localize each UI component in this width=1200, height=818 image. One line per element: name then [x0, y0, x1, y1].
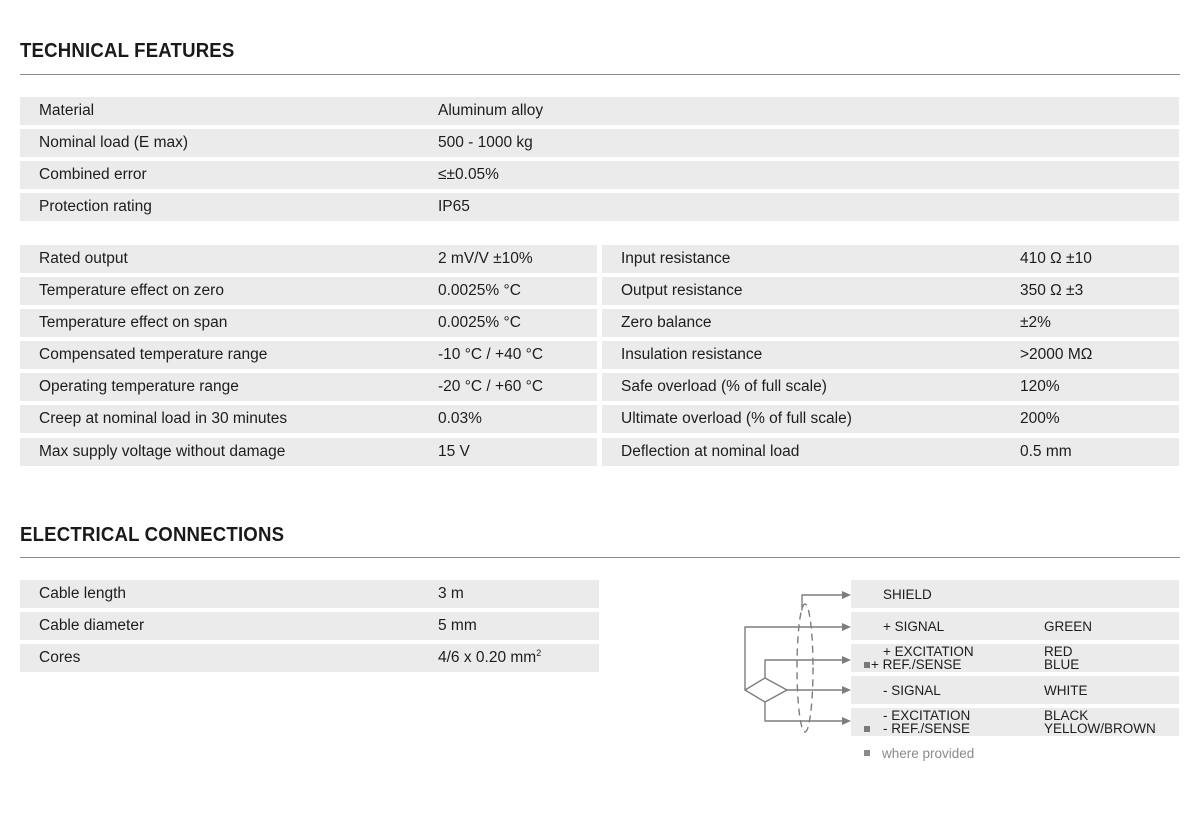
- spec-row-cable-diameter: [20, 612, 599, 640]
- spec-row-operating-temp-range: [20, 373, 597, 401]
- spec-value: 200%: [1020, 410, 1060, 427]
- spec-value: -20 °C / +60 °C: [438, 378, 544, 395]
- spec-row-input-resistance: [602, 245, 1179, 273]
- spec-label: Cable length: [39, 585, 127, 602]
- spec-row-output-resistance: [602, 277, 1179, 305]
- spec-label: Cable diameter: [39, 617, 145, 634]
- cores-superscript: 2: [536, 647, 542, 658]
- spec-row-insulation-resistance: [602, 341, 1179, 369]
- spec-value: 0.0025% °C: [438, 282, 521, 299]
- wire-label: SHIELD: [883, 587, 932, 602]
- technical-features-title: TECHNICAL FEATURES: [20, 40, 235, 62]
- where-provided-marker: [864, 726, 870, 732]
- spec-label: Combined error: [39, 166, 147, 183]
- spec-value: 410 Ω ±10: [1020, 250, 1092, 267]
- spec-value: 120%: [1020, 378, 1060, 395]
- footnote: [864, 746, 974, 761]
- spec-label: Nominal load (E max): [39, 134, 189, 151]
- spec-row-cores: [20, 644, 599, 672]
- spec-label: Output resistance: [621, 282, 743, 299]
- wire-color: WHITE: [1044, 683, 1088, 698]
- section-divider: [20, 557, 1180, 558]
- electrical-connections-title: ELECTRICAL CONNECTIONS: [20, 524, 285, 546]
- wire-row-plus-signal: [851, 612, 1179, 640]
- spec-label: Compensated temperature range: [39, 346, 268, 363]
- spec-label: Max supply voltage without damage: [39, 443, 286, 460]
- wire-color: BLUE: [1044, 657, 1080, 672]
- spec-value: 15 V: [438, 443, 470, 460]
- spec-value: 5 mm: [438, 617, 477, 634]
- spec-row-ultimate-overload: [602, 405, 1179, 433]
- spec-row-creep: [20, 405, 597, 433]
- spec-value: 350 Ω ±3: [1020, 282, 1084, 299]
- spec-row-safe-overload: [602, 373, 1179, 401]
- wire-row-plus-excitation: [851, 644, 1179, 672]
- spec-row-nominal-load: [20, 129, 1179, 157]
- where-provided-marker: [864, 750, 870, 756]
- spec-label: Zero balance: [621, 314, 712, 331]
- wire-label: + EXCITATION: [883, 644, 974, 659]
- spec-row-cable-length: [20, 580, 599, 608]
- footnote-text: where provided: [882, 746, 975, 761]
- spec-label: Safe overload (% of full scale): [621, 378, 827, 395]
- wiring-diagram: [735, 580, 855, 736]
- spec-value: 500 - 1000 kg: [438, 134, 533, 151]
- wire-color: BLACK: [1044, 708, 1089, 723]
- spec-label: Protection rating: [39, 198, 152, 215]
- wire-label: - REF./SENSE: [883, 721, 971, 736]
- spec-label: Creep at nominal load in 30 minutes: [39, 410, 288, 427]
- wire-color: RED: [1044, 644, 1073, 659]
- spec-value: >2000 MΩ: [1020, 346, 1093, 363]
- spec-value: 0.03%: [438, 410, 482, 427]
- spec-row-compensated-temp-range: [20, 341, 597, 369]
- spec-row-rated-output: [20, 245, 597, 273]
- spec-value: 3 m: [438, 585, 464, 602]
- where-provided-marker: [864, 662, 870, 668]
- spec-label: Temperature effect on zero: [39, 282, 224, 299]
- spec-label: Rated output: [39, 250, 128, 267]
- spec-label: Temperature effect on span: [39, 314, 228, 331]
- spec-value: 0.5 mm: [1020, 443, 1072, 460]
- spec-row-max-supply-voltage: [20, 438, 597, 466]
- spec-value: 0.0025% °C: [438, 314, 521, 331]
- spec-value: IP65: [438, 198, 470, 215]
- wire-row-minus-excitation: [851, 708, 1179, 736]
- spec-value: ±2%: [1020, 314, 1051, 331]
- cores-value: 4/6 x 0.20 mm: [438, 649, 537, 666]
- spec-row-combined-error: [20, 161, 1179, 189]
- wire-label: + SIGNAL: [883, 619, 945, 634]
- spec-label: Material: [39, 102, 95, 119]
- spec-value: -10 °C / +40 °C: [438, 346, 544, 363]
- spec-row-zero-balance: [602, 309, 1179, 337]
- spec-label: Input resistance: [621, 250, 731, 267]
- wire-color: YELLOW/BROWN: [1044, 721, 1156, 736]
- spec-value: Aluminum alloy: [438, 102, 544, 119]
- spec-row-temp-effect-span: [20, 309, 597, 337]
- spec-label: Deflection at nominal load: [621, 443, 800, 460]
- spec-row-material: [20, 97, 1179, 125]
- wire-row-minus-signal: [851, 676, 1179, 704]
- spec-value: ≤±0.05%: [438, 166, 499, 183]
- spec-label: Operating temperature range: [39, 378, 239, 395]
- spec-value: 2 mV/V ±10%: [438, 250, 533, 267]
- wire-color: GREEN: [1044, 619, 1093, 634]
- wire-label: - EXCITATION: [883, 708, 971, 723]
- wire-row-shield: [851, 580, 1179, 608]
- spec-row-temp-effect-zero: [20, 277, 597, 305]
- spec-label: Insulation resistance: [621, 346, 763, 363]
- spec-value: [438, 644, 541, 672]
- spec-label: Ultimate overload (% of full scale): [621, 410, 852, 427]
- spec-label: Cores: [39, 649, 81, 666]
- spec-row-deflection: [602, 438, 1179, 466]
- wire-label: - SIGNAL: [883, 683, 941, 698]
- spec-row-protection-rating: [20, 193, 1179, 221]
- wire-label: + REF./SENSE: [871, 657, 962, 672]
- section-divider: [20, 74, 1180, 75]
